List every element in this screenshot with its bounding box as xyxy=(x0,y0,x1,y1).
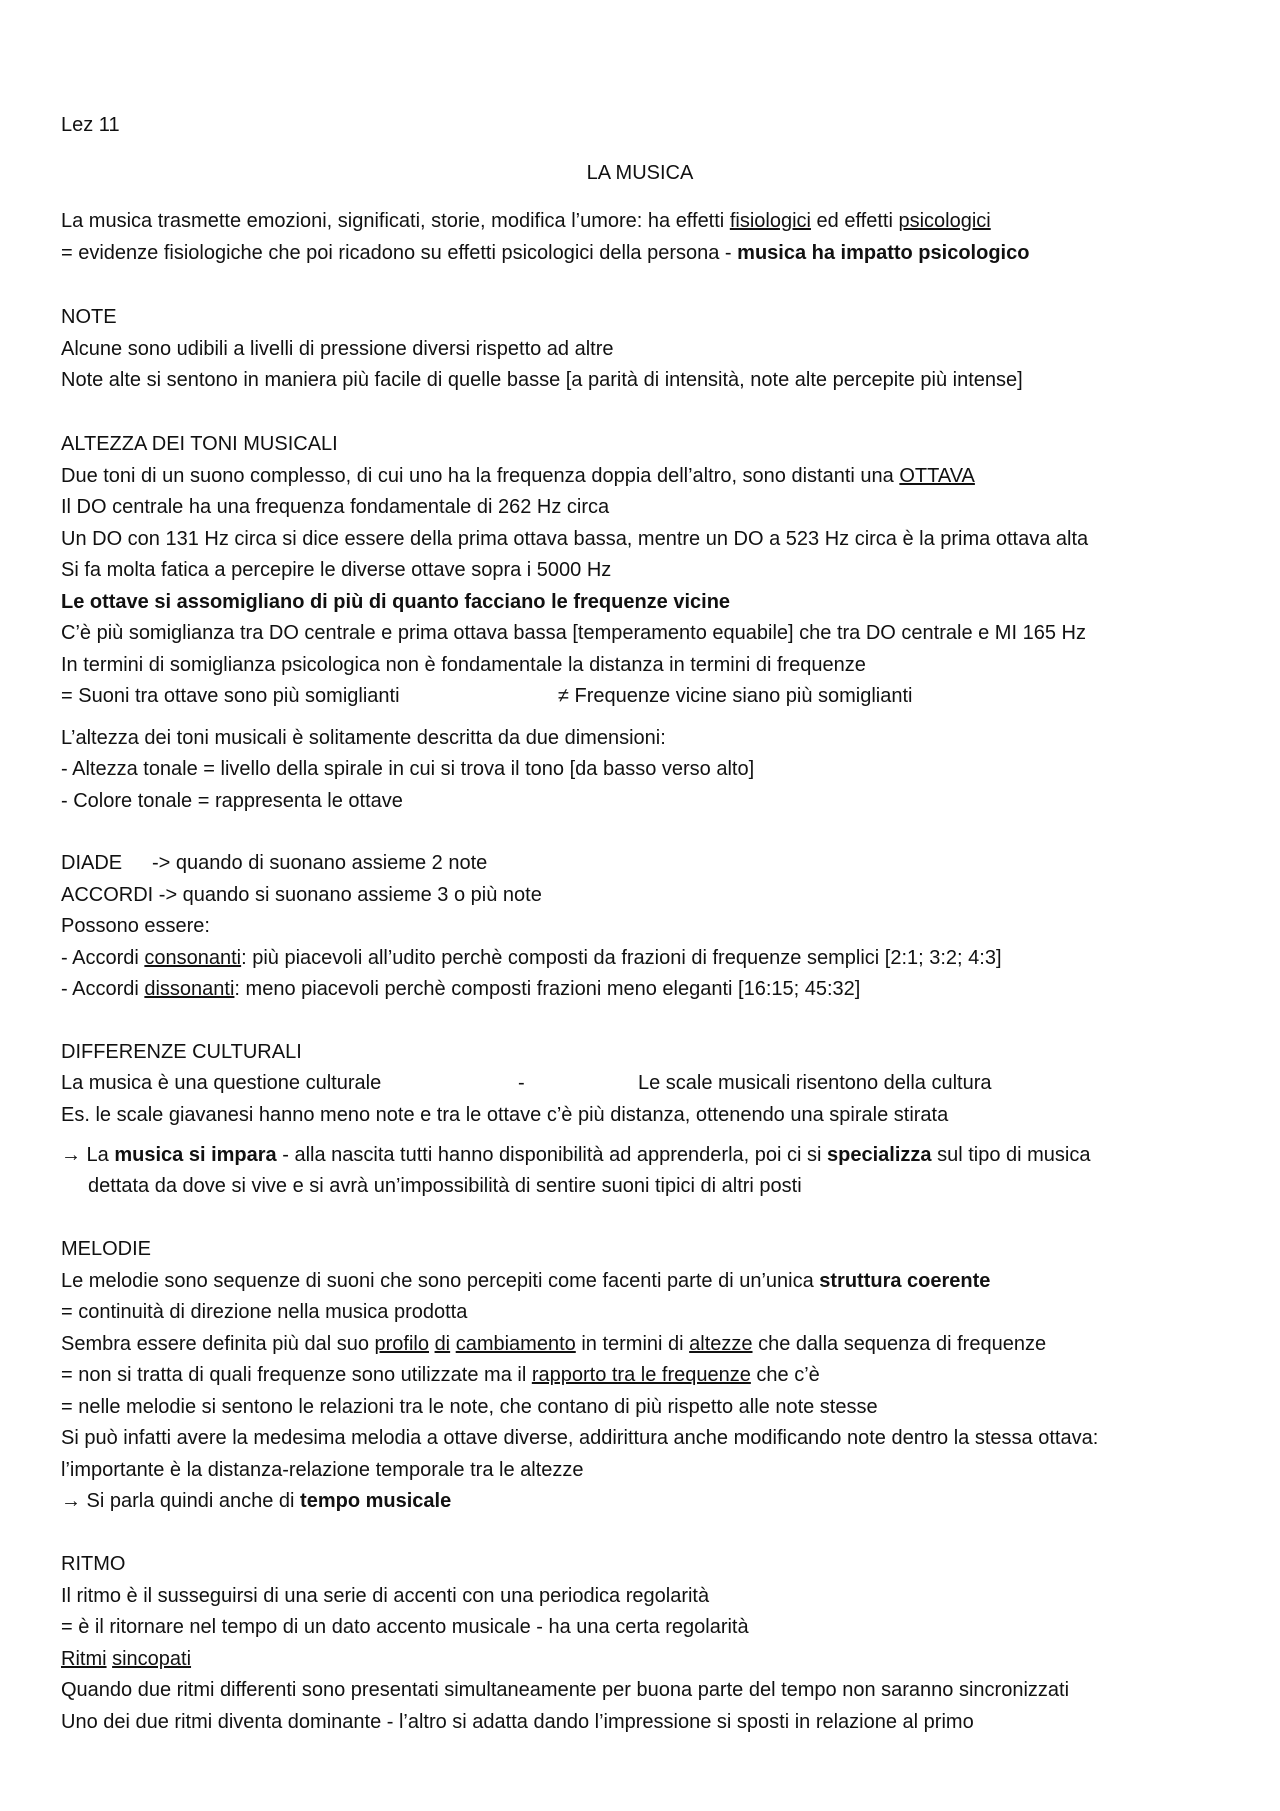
culturali-line-3: → La musica si impara - alla nascita tutti hanno disponibilità ad apprenderla, poi ci si specializza sul tipo di musica xyxy=(61,1144,1091,1166)
culturali-line-1: La musica è una questione culturale xyxy=(61,1072,382,1094)
culturali-line-2: Es. le scale giavanesi hanno meno note e tra le ottave c’è più distanza, ottenendo una spirale stirata xyxy=(61,1104,949,1126)
lesson-label: Lez 11 xyxy=(61,114,120,136)
altezza-line-1: Due toni di un suono complesso, di cui uno ha la frequenza doppia dell’altro, sono distanti una OTTAVA xyxy=(61,465,975,487)
melodie-line-2: = continuità di direzione nella musica prodotta xyxy=(61,1301,468,1323)
altezza-line-8: = Suoni tra ottave sono più somiglianti xyxy=(61,685,400,707)
melodie-line-7: l’importante è la distanza-relazione temporale tra le altezze xyxy=(61,1459,584,1481)
culturali-line-1-dash: - xyxy=(518,1072,525,1094)
diade-line-1: DIADE xyxy=(61,852,123,874)
melodie-line-3: Sembra essere definita più dal suo profilo di cambiamento in termini di altezze che dalla sequenza di frequenze xyxy=(61,1333,1047,1355)
section-heading-culturali: DIFFERENZE CULTURALI xyxy=(61,1041,302,1063)
altezza-line-5: Le ottave si assomigliano di più di quanto facciano le frequenze vicine xyxy=(61,591,731,613)
altezza-line-3: Un DO con 131 Hz circa si dice essere della prima ottava bassa, mentre un DO a 523 Hz circa è la prima ottava alta xyxy=(61,528,1089,550)
diade-line-4: - Accordi consonanti: più piacevoli all’udito perchè composti da frazioni di frequenze semplici [2:1; 3:2; 4:3] xyxy=(61,947,1002,969)
culturali-line-1-right: Le scale musicali risentono della cultura xyxy=(638,1072,992,1094)
ritmo-line-4: Uno dei due ritmi diventa dominante - l’altro si adatta dando l’impressione si sposti in relazione al primo xyxy=(61,1711,974,1733)
intro-line-1: La musica trasmette emozioni, significati, storie, modifica l’umore: ha effetti fisiologici ed effetti psicologici xyxy=(61,210,991,232)
altezza-line-10: - Altezza tonale = livello della spirale in cui si trova il tono [da basso verso alto] xyxy=(61,758,755,780)
diade-line-1-right: -> quando di suonano assieme 2 note xyxy=(152,852,488,874)
ritmo-line-2: = è il ritornare nel tempo di un dato accento musicale - ha una certa regolarità xyxy=(61,1616,749,1638)
altezza-line-9: L’altezza dei toni musicali è solitamente descritta da due dimensioni: xyxy=(61,727,666,749)
altezza-line-6: C’è più somiglianza tra DO centrale e prima ottava bassa [temperamento equabile] che tra DO centrale e MI 165 Hz xyxy=(61,622,1086,644)
altezza-line-11: - Colore tonale = rappresenta le ottave xyxy=(61,790,403,812)
arrow-right-icon: → xyxy=(61,1490,81,1512)
diade-line-3: Possono essere: xyxy=(61,915,210,937)
melodie-line-4: = non si tratta di quali frequenze sono utilizzate ma il rapporto tra le frequenze che c’è xyxy=(61,1364,820,1386)
note-line-2: Note alte si sentono in maniera più facile di quelle basse [a parità di intensità, note alte percepite più intense] xyxy=(61,369,1023,391)
altezza-line-7: In termini di somiglianza psicologica non è fondamentale la distanza in termini di frequenze xyxy=(61,654,866,676)
melodie-line-6: Si può infatti avere la medesima melodia a ottave diverse, addirittura anche modificando note dentro la stessa ottava: xyxy=(61,1427,1099,1449)
altezza-line-8-right: ≠ Frequenze vicine siano più somiglianti xyxy=(558,685,913,707)
section-heading-melodie: MELODIE xyxy=(61,1238,152,1260)
section-heading-ritmo: RITMO xyxy=(61,1553,126,1575)
melodie-line-5: = nelle melodie si sentono le relazioni tra le note, che contano di più rispetto alle note stesse xyxy=(61,1396,878,1418)
altezza-line-2: Il DO centrale ha una frequenza fondamentale di 262 Hz circa xyxy=(61,496,610,518)
ritmo-line-3: Quando due ritmi differenti sono presentati simultaneamente per buona parte del tempo non saranno sincronizzati xyxy=(61,1679,1070,1701)
intro-line-2: = evidenze fisiologiche che poi ricadono su effetti psicologici della persona - musica ha impatto psicologico xyxy=(61,242,1030,264)
culturali-line-4: dettata da dove si vive e si avrà un’impossibilità di sentire suoni tipici di altri posti xyxy=(88,1175,802,1197)
diade-line-5: - Accordi dissonanti: meno piacevoli perchè composti frazioni meno eleganti [16:15; 45:32] xyxy=(61,978,861,1000)
diade-line-2: ACCORDI -> quando si suonano assieme 3 o più note xyxy=(61,884,542,906)
melodie-line-1: Le melodie sono sequenze di suoni che sono percepiti come facenti parte di un’unica struttura coerente xyxy=(61,1270,991,1292)
section-heading-note: NOTE xyxy=(61,306,117,328)
ritmo-subheading: Ritmi sincopati xyxy=(61,1648,192,1670)
melodie-line-8: → Si parla quindi anche di tempo musicale xyxy=(61,1490,452,1512)
arrow-right-icon: → xyxy=(61,1144,81,1166)
ritmo-line-1: Il ritmo è il susseguirsi di una serie di accenti con una periodica regolarità xyxy=(61,1585,710,1607)
section-heading-altezza: ALTEZZA DEI TONI MUSICALI xyxy=(61,433,338,455)
page-title: LA MUSICA xyxy=(586,162,694,184)
note-line-1: Alcune sono udibili a livelli di pressione diversi rispetto ad altre xyxy=(61,338,614,360)
altezza-line-4: Si fa molta fatica a percepire le diverse ottave sopra i 5000 Hz xyxy=(61,559,612,581)
